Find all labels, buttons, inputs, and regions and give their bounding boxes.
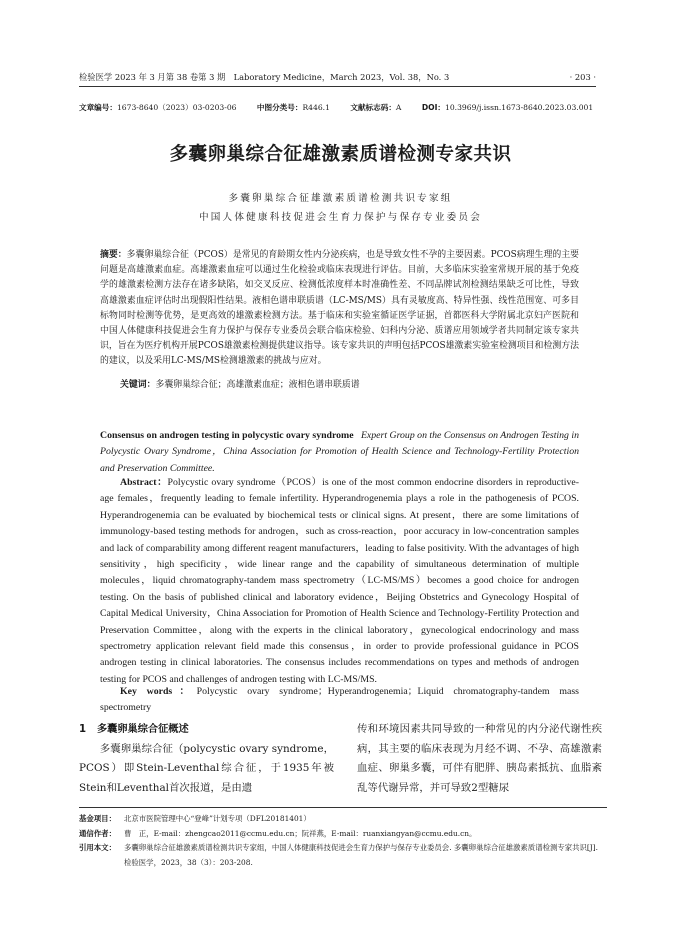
author-group: 多囊卵巢综合征雄激素质谱检测共识专家组 (228, 193, 453, 204)
keywords-en-text: Polycystic ovary syndrome；Hyperandrogenemia；Liquid chromatography-tandem mass spectrometry (100, 686, 579, 714)
footnotes (79, 812, 607, 870)
footnote-fund (79, 812, 607, 827)
keywords-cn-text: 多囊卵巢综合征；高雄激素血症；液相色谱串联质谱 (155, 380, 360, 390)
abstract-cn-label: 摘要： (100, 250, 127, 260)
page-number: · 203 · (569, 72, 596, 82)
keywords-en-label: Key words： (120, 686, 197, 697)
english-title-block (100, 428, 579, 477)
article-no: 1673-8640（2023）03-0203-06 (116, 103, 237, 112)
corr-label: 通信作者： (79, 828, 116, 838)
corr-text: 曹 正，E-mail：zhengcao2011@ccmu.edu.cn；阮祥燕，E-mail：ruanxiangyan@ccmu.edu.cn。 (124, 828, 477, 838)
footnote-citation (79, 841, 607, 870)
footnote-rule (79, 807, 607, 808)
keywords-chinese (120, 378, 360, 392)
abstract-chinese (100, 248, 579, 370)
body-column-left (79, 720, 334, 798)
abstract-en-label: Abstract： (120, 477, 168, 488)
section-heading (79, 720, 334, 740)
doc-code-label: 文献标志码： (350, 103, 396, 112)
abstract-cn-text: 多囊卵巢综合征（PCOS）是常见的育龄期女性内分泌疾病，也是导致女性不孕的主要因素。PCOS病理生理的主要问题是高雄激素血症。高雄激素血症可以通过生化检验或临床表现进行评估。目前，大多临床实验室常规开展的基于免疫学的雄激素检测方法存在诸多缺陷，如交叉反应、检测低浓度样本时准确性差、不同品牌试剂检测结果缺乏可比性，导致高雄激素血症评估时出现假阳性结果。液相色谱串联质谱（LC-MS/MS）具有灵敏度高、特异性强、线性范围宽、可多目标物同时检测等优势，是更高效的雄激素检测方法。基于临床和实验室循证医学证据，首都医科大学附属北京妇产医院和中国人体健康科技促进会生育力保护与保存专业委员会联合临床检验、妇科内分泌、质谱应用领域学者共同制定该专家共识，旨在为医疗机构开展PCOS雄激素检测提供建议指导。该专家共识的声明包括PCOS雄激素实验室检测项目和检测方法的建议，以及采用LC-MS/MS检测雄激素的挑战与应对。 (100, 250, 579, 367)
abstract-en-text: Polycystic ovary syndrome（PCOS）is one of the most common endocrine disorders in reproductive-age females，frequently leading to female infertility. Hyperandrogenemia plays a role in the pathogenesis of PCOS. Hyperandrogenemia can be evaluated by biochemical tests or clinical signs. At present，there are some limitations of immunology-based testing methods for androgen，such as cross-reaction，poor accuracy in low-concentration samples and lack of comparability among different reagent manufacturers，leading to false positivity. With the advantages of high sensitivity，high specificity，wide linear range and the capability of simultaneous determination of multiple molecules，liquid chromatography-tandem mass spectrometry（LC-MS/MS）becomes a good choice for androgen testing. On the basis of published clinical and laboratory evidence，Beijing Obstetrics and Gynecology Hospital of Capital Medical University，China Association for Promotion of Health Science and Technology-Fertility Protection and Preservation Committee，along with the experts in the clinical laboratory，gynecological endocrinology and mass spectrometry application relevant field made this consensus，in order to provide professional guidance in PCOS androgen testing in clinical laboratories. The consensus includes recommendations on types and methods of androgen testing for PCOS and challenges of androgen testing with LC-MS/MS. (100, 477, 579, 685)
article-meta (79, 102, 593, 113)
english-authors: Expert Group on the Consensus on Androgen Testing in Polycystic Ovary Syndrome，China Association for Promotion of Health Science and Technology-Fertility Protection and Preservation Committee. (100, 430, 580, 474)
fund-label: 基金项目： (79, 814, 116, 823)
cite-label: 引用本文： (79, 843, 116, 852)
section-number: 1 (79, 724, 87, 735)
abstract-english (100, 475, 579, 688)
doc-code: A (395, 103, 402, 112)
english-title: Consensus on androgen testing in polycystic ovary syndrome (100, 430, 354, 441)
running-head-journal: 检验医学 2023 年 3 月第 38 卷第 3 期 Laboratory Medicine，March 2023，Vol. 38，No. 3 (79, 72, 450, 82)
keywords-english (100, 684, 579, 717)
article-no-label: 文章编号： (79, 103, 117, 112)
article-title: 多囊卵巢综合征雄激素质谱检测专家共识 (169, 144, 512, 165)
keywords-cn-label: 关键词： (120, 380, 156, 390)
footnote-corresponding (79, 827, 607, 842)
running-head (79, 71, 596, 83)
cite-text: 多囊卵巢综合征雄激素质谱检测共识专家组，中国人体健康科技促进会生育力保护与保存专业委员会. 多囊卵巢综合征雄激素质谱检测专家共识[J]. 检验医学，2023，38（3）：203-208. (124, 843, 599, 867)
clc-number: R446.1 (302, 103, 330, 112)
section-title: 多囊卵巢综合征概述 (97, 724, 189, 735)
body-column-right: 传和环境因素共同导致的一种常见的内分泌代谢性疾病，其主要的临床表现为月经不调、不孕、高雄激素血症、卵巢多囊，可伴有肥胖、胰岛素抵抗、血脂紊乱等代谢异常，并可导致2型糖尿 (357, 723, 602, 794)
author-affiliation: 中国人体健康科技促进会生育力保护与保存专业委员会 (198, 212, 483, 223)
clc-label: 中图分类号： (256, 103, 303, 112)
fund-text: 北京市医院管理中心“登峰”计划专项（DFL20181401） (124, 814, 311, 823)
body-paragraph-left: 多囊卵巢综合征（polycystic ovary syndrome，PCOS）即Stein-Leventhal综合征，于1935年被Stein和Leventhal首次报道，是由遗 (79, 742, 334, 794)
doi-value: 10.3969/j.issn.1673-8640.2023.03.001 (445, 103, 594, 112)
doi-label: DOI： (421, 103, 446, 112)
header-rule (79, 86, 596, 87)
